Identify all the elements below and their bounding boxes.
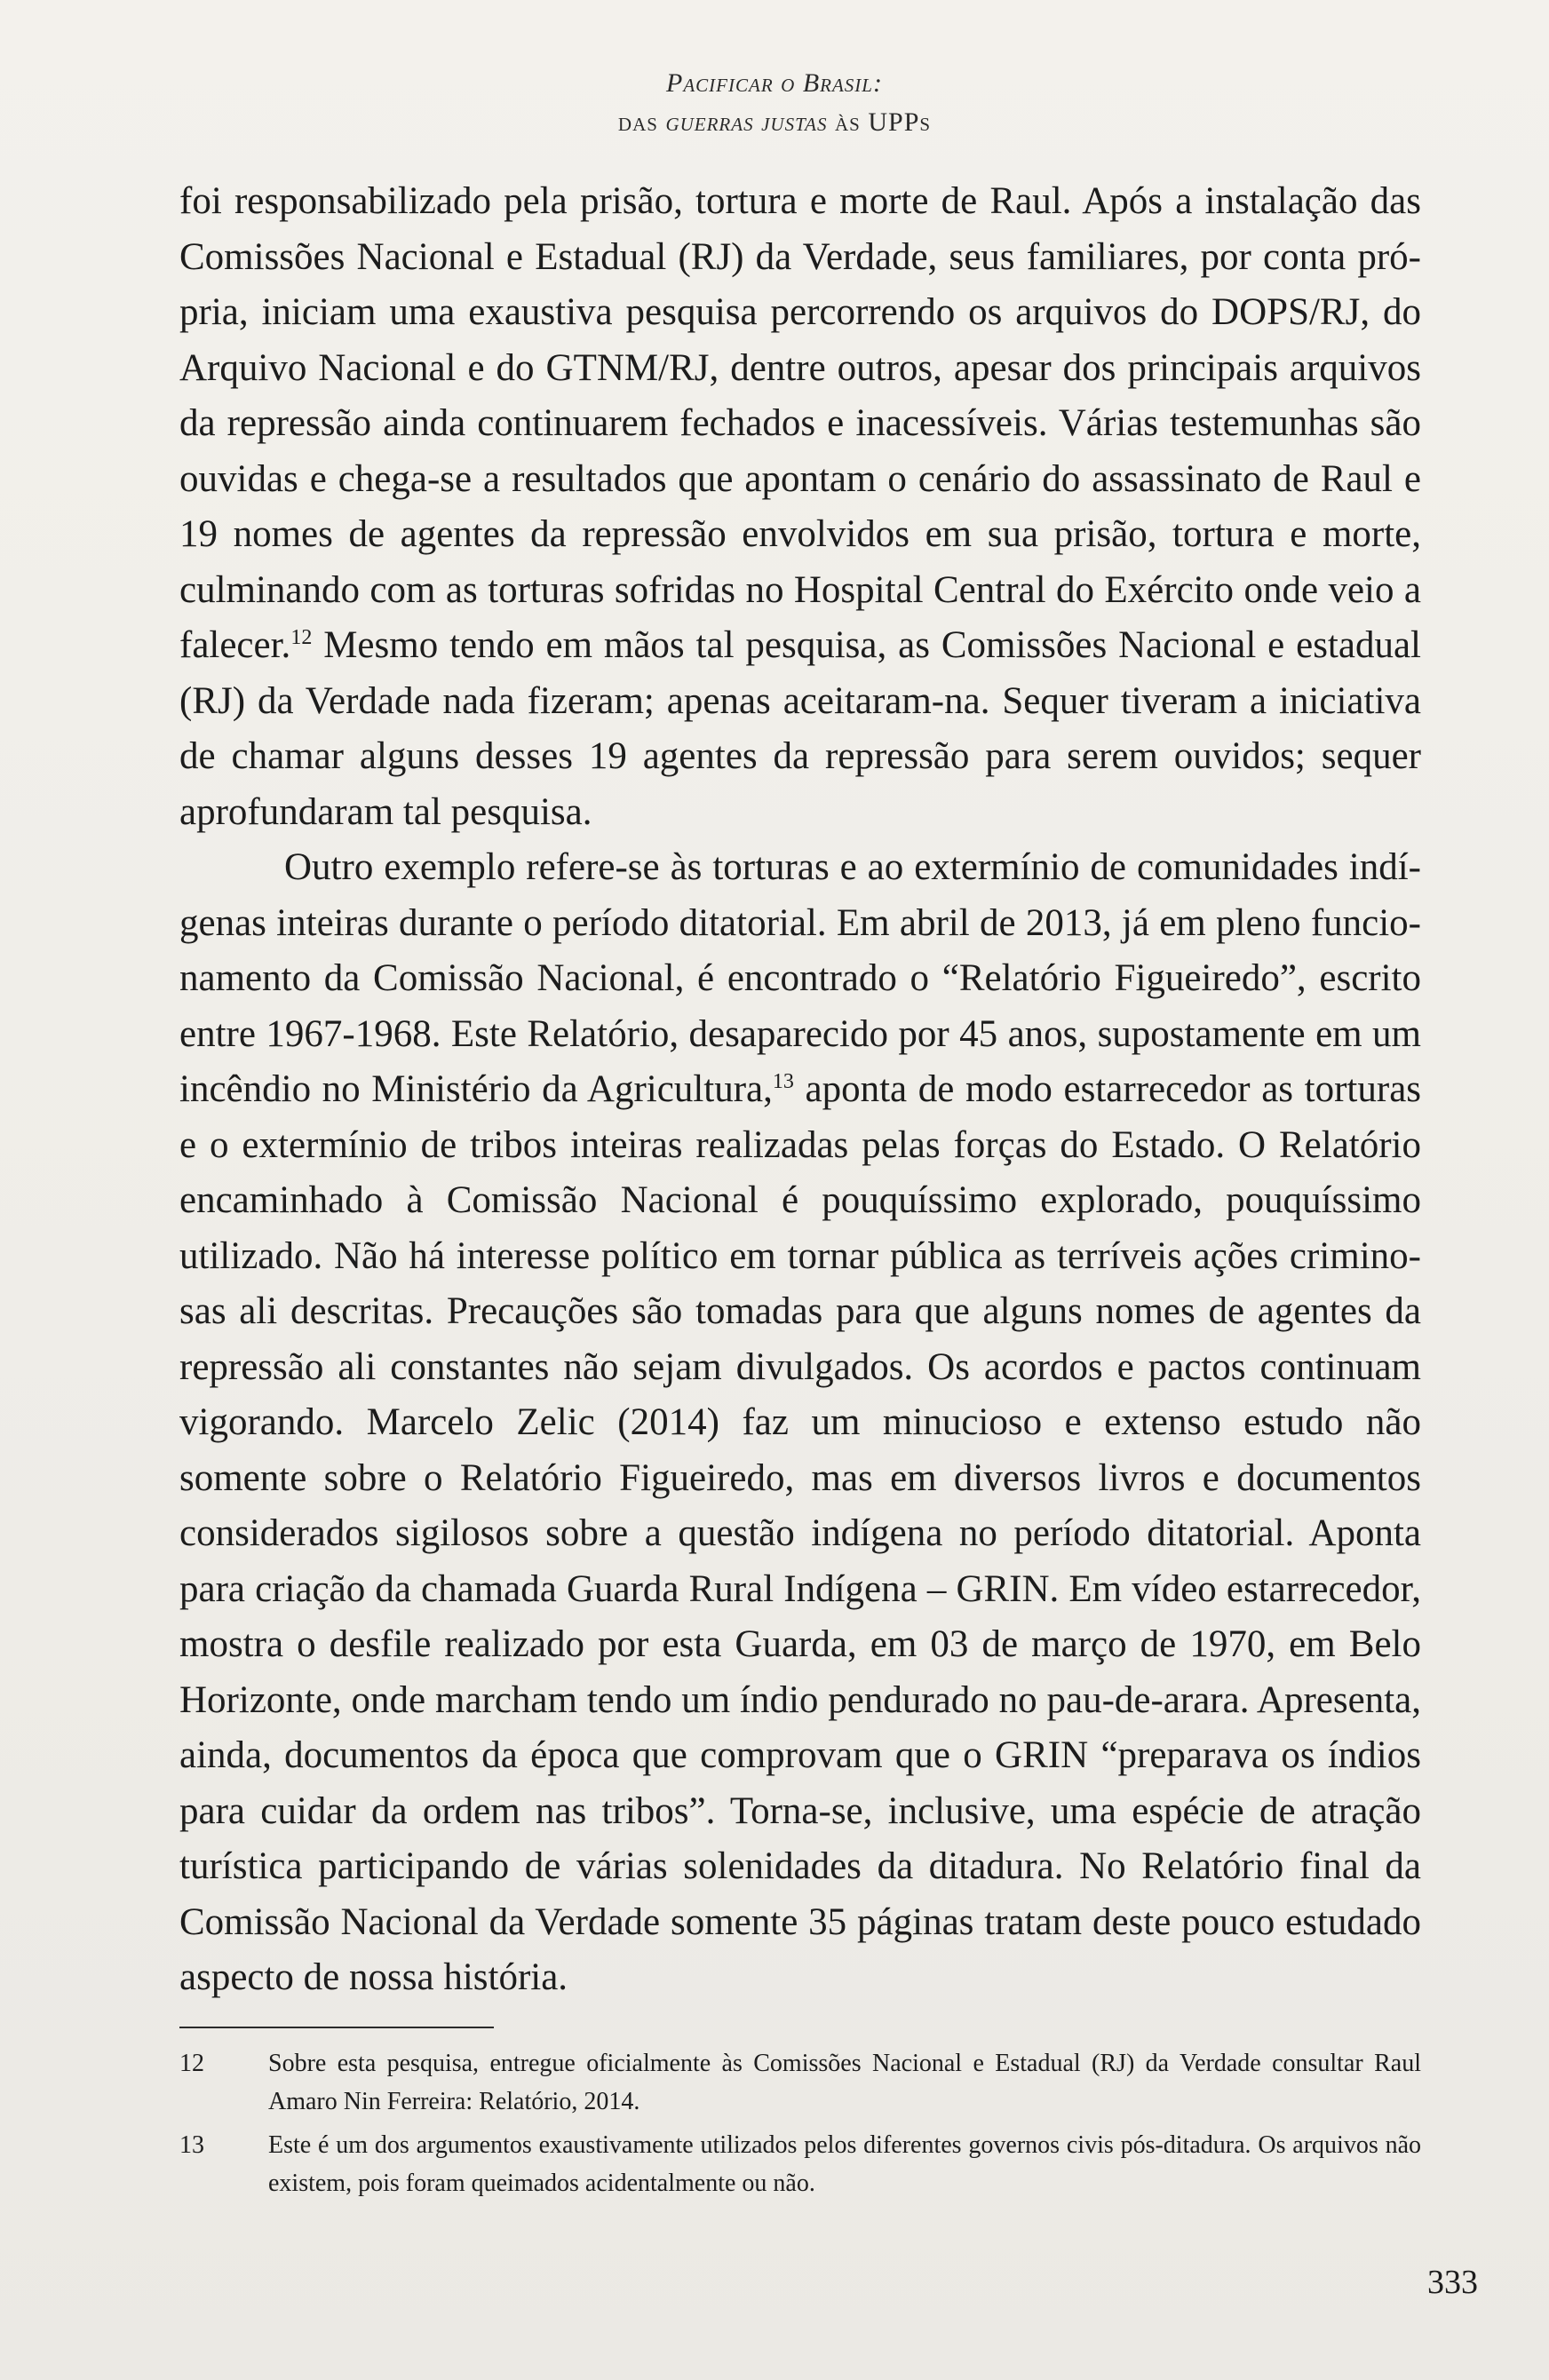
paragraph-1-part-a: foi responsabilizado pela prisão, tortura e morte de Raul. Após a instalação das Comissões Nacional e Estadual (RJ) da Verdade, seus familiares, por conta própria, iniciam uma exaustiva pesquisa percorrendo os arquivos do DOPS/RJ, do Arquivo Nacional e do GTNM/RJ, dentre outros, apesar dos principais arquivos da repressão ainda continuarem fechados e inacessíveis. Várias testemunhas são ouvidas e chega-se a resultados que apontam o cenário do assassinato de Raul e 19 nomes de agentes da repressão envolvidos em sua prisão, tortura e morte, culminando com as torturas sofridas no Hospital Central do Exército onde veio a falecer. [179, 180, 1421, 666]
footnote-divider [179, 2027, 494, 2028]
paragraph-2-part-a: Outro exemplo refere-se às torturas e ao extermínio de comunidades indígenas inteiras durante o período ditatorial. Em abril de 2013, já em pleno funcionamento da Comissão Nacional, é encontrado o “Relatório Figueiredo”, escrito entre 1967-1968. Este Relatório, desaparecido por 45 anos, supostamente em um incêndio no Ministério da Agricultura, [179, 846, 1421, 1110]
footnote-12 [179, 2044, 1421, 2121]
running-head-subtitle-suffix: às UPPs [827, 107, 932, 137]
running-head [0, 64, 1549, 142]
footnotes [179, 2044, 1421, 2208]
footnote-number: 12 [179, 2050, 204, 2077]
footnote-text: Este é um dos argumentos exaustivamente utilizados pelos diferentes governos civis pós-ditadura. Os arquivos não existem, pois foram queimados acidentalmente ou não. [268, 2131, 1421, 2197]
paragraph-2 [179, 840, 1421, 2006]
running-head-title: Pacificar o Brasil: [666, 68, 883, 98]
page-number: 333 [1427, 2264, 1478, 2301]
footnote-text: Sobre esta pesquisa, entregue oficialmente às Comissões Nacional e Estadual (RJ) da Verdade consultar Raul Amaro Nin Ferreira: Relatório, 2014. [268, 2050, 1421, 2115]
footnote-13 [179, 2126, 1421, 2202]
paragraph-1-part-b: Mesmo tendo em mãos tal pesquisa, as Comissões Nacional e estadual (RJ) da Verdade nada fizeram; apenas aceitaram-na. Sequer tiveram a iniciativa de chamar alguns desses 19 agentes da repressão para serem ouvidos; sequer aprofundaram tal pesquisa. [179, 624, 1421, 833]
paragraph-2-part-b: aponta de modo estarrecedor as torturas e o extermínio de tribos inteiras realizadas pelas forças do Estado. O Relatório encaminhado à Comissão Nacional é pouquíssimo explorado, pouquíssimo utilizado. Não há interesse político em tornar pública as terríveis ações criminosas ali descritas. Precauções são tomadas para que alguns nomes de agentes da repressão ali constantes não sejam divulgados. Os acordos e pactos continuam vigorando. Marcelo Zelic (2014) faz um minucioso e extenso estudo não somente sobre o Relatório Figueiredo, mas em diversos livros e documentos considerados sigilosos sobre a questão indígena no período ditatorial. Aponta para criação da chamada Guarda Rural Indígena – GRIN. Em vídeo estarrecedor, mostra o desfile realizado por esta Guarda, em 03 de março de 1970, em Belo Horizonte, onde marcham tendo um índio pendurado no pau-de-arara. Apresenta, ainda, documentos da época que comprovam que o GRIN “preparava os índios para cuidar da ordem nas tribos”. Torna-se, inclusive, uma espécie de atração turística participando de várias solenidades da ditadura. No Relatório final da Comissão Nacional da Verdade somente 35 páginas tratam deste pouco estudado aspecto de nossa história. [179, 1068, 1422, 1998]
running-head-subtitle-prefix: das [617, 107, 666, 137]
footnote-ref-13[interactable]: 13 [772, 1070, 794, 1093]
footnote-number: 13 [179, 2131, 204, 2159]
main-text [179, 174, 1421, 2006]
footnote-ref-12[interactable]: 12 [290, 626, 313, 649]
running-head-subtitle [0, 103, 1549, 142]
running-head-subtitle-italic: guerras justas [665, 107, 828, 137]
paragraph-1 [179, 174, 1421, 840]
